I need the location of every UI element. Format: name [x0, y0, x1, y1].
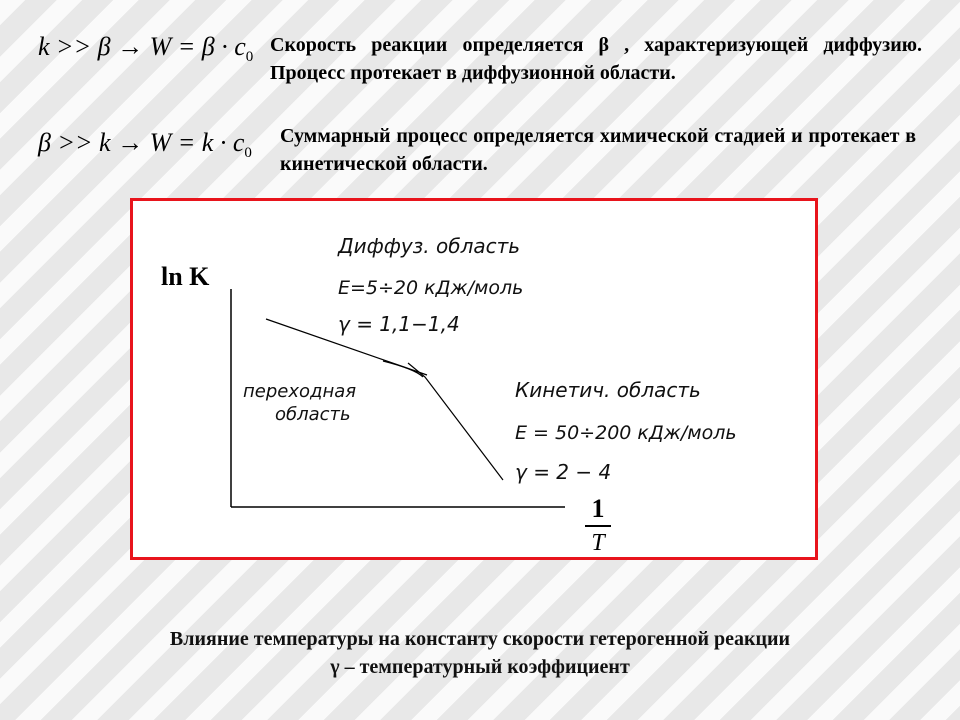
kinetic-title: Кинетич. область [515, 378, 701, 402]
transition-label-line2: область [275, 404, 351, 425]
arrhenius-diagram [133, 201, 815, 557]
transition-label-line1: переходная [243, 381, 357, 402]
diagram-frame [130, 198, 818, 560]
caption-gamma: γ – температурный коэффициент [330, 656, 630, 678]
formula-kinetic [38, 128, 252, 162]
diffusion-energy: E=5÷20 кДж/моль [338, 277, 524, 299]
transition-curve [383, 361, 423, 377]
paragraph-kinetic: Суммарный процесс определяется химической стадией и протекает в кинетической области. [280, 125, 916, 175]
x-axis-numerator: 1 [591, 494, 605, 523]
formula-kinetic-text: β >> k → W = k · c [38, 128, 245, 157]
kinetic-energy: E = 50÷200 кДж/моль [515, 422, 737, 444]
formula-diffusion-subscript: 0 [245, 49, 254, 66]
formula-kinetic-subscript: 0 [244, 145, 252, 162]
caption-title: Влияние температуры на константу скорости гетерогенной реакции [169, 628, 791, 650]
formula-diffusion [38, 32, 253, 66]
diffusion-gamma: γ = 1,1−1,4 [338, 312, 460, 336]
kinetic-gamma: γ = 2 − 4 [515, 460, 612, 484]
x-axis-denominator: T [591, 530, 605, 556]
diffusion-title: Диффуз. область [338, 234, 521, 258]
paragraph-diffusion: Скорость реакции определяется β , характеризующей диффузию. Процесс протекает в диффузионной области. [270, 34, 922, 84]
formula-diffusion-text: k >> β → W = β · c [38, 32, 246, 61]
kinetic-line [408, 363, 503, 480]
y-axis-label: ln K [161, 262, 210, 291]
